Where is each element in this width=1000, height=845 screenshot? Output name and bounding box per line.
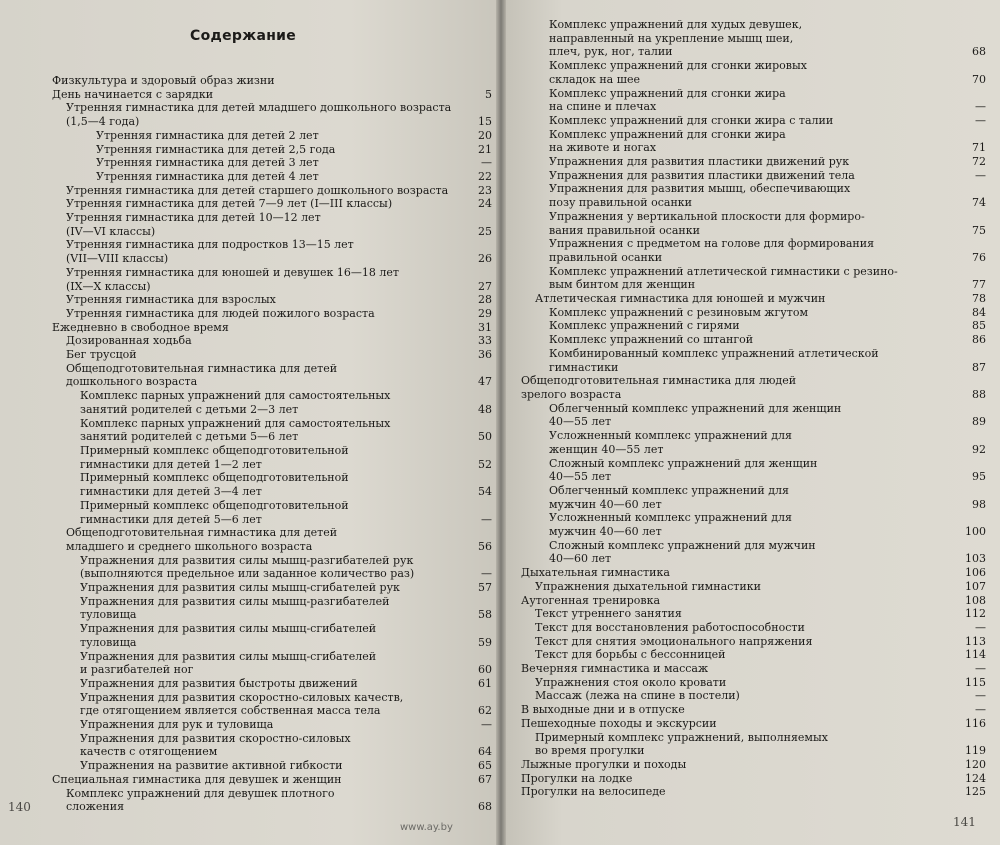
- toc-entry-page: —: [975, 689, 986, 703]
- toc-entry-page: 71: [972, 141, 986, 155]
- toc-entry: [503, 566, 1000, 580]
- toc-entry: [0, 417, 500, 444]
- toc-entry-title: Комплекс парных упражнений для самостоятельных занятий родителей с детьми 2—3 лет: [80, 389, 391, 416]
- toc-entry-title: Комплекс парных упражнений для самостоятельных занятий родителей с детьми 5—6 лет: [80, 416, 391, 444]
- toc-entry-page: 28: [478, 293, 492, 307]
- toc-entry: [0, 266, 500, 293]
- toc-entry-page: 24: [478, 197, 492, 211]
- toc-entry-title: Комплекс упражнений для сгонки жира с талии: [549, 113, 834, 127]
- toc-entry: [503, 607, 1000, 621]
- toc-entry-title: Аутогенная тренировка: [521, 593, 661, 607]
- toc-entry-page: 75: [972, 223, 986, 237]
- toc-entry-title: Примерный комплекс упражнений, выполняемых во время прогулки: [535, 730, 828, 758]
- toc-entry-page: 15: [478, 115, 492, 129]
- toc-entry-page: —: [975, 703, 986, 717]
- toc-entry-title: Текст для борьбы с бессонницей: [535, 648, 726, 662]
- toc-entry-title: Вечерняя гимнастика и массаж: [521, 662, 709, 676]
- toc-entry: [503, 594, 1000, 608]
- toc-entry-title: Сложный комплекс упражнений для женщин 40—55 лет: [549, 456, 818, 484]
- toc-entry-title: Утренняя гимнастика для детей 4 лет: [96, 169, 319, 183]
- toc-entry: [0, 197, 500, 211]
- toc-entry: [503, 772, 1000, 786]
- toc-entry: [503, 347, 1000, 374]
- toc-entry-page: —: [481, 512, 492, 526]
- toc-entry: [503, 210, 1000, 237]
- toc-entry-title: Общеподготовительная гимнастика для детей дошкольного возраста: [66, 361, 338, 389]
- toc-entry-page: 88: [972, 387, 986, 401]
- toc-entry: [503, 621, 1000, 635]
- toc-entry: [503, 182, 1000, 209]
- toc-entry: [0, 129, 500, 143]
- toc-entry-page: 85: [972, 319, 986, 333]
- toc-entry-page: 31: [478, 320, 492, 334]
- toc-entry-page: 54: [478, 485, 492, 499]
- toc-entry: [503, 265, 1000, 292]
- page-title: Содержание: [190, 28, 297, 44]
- toc-entry-title: Утренняя гимнастика для подростков 13—15 лет (VII—VIII классы): [66, 238, 354, 266]
- toc-entry-page: 98: [972, 497, 986, 511]
- toc-entry-page: 72: [972, 155, 986, 169]
- toc-entry: [503, 87, 1000, 114]
- toc-entry: [0, 156, 500, 170]
- toc-entry-page: 47: [478, 375, 492, 389]
- toc-entry-title: Специальная гимнастика для девушек и женщин: [52, 772, 342, 786]
- toc-entry-title: Примерный комплекс общеподготовительной гимнастики для детей 1—2 лет: [80, 443, 349, 471]
- watermark: www.ay.by: [400, 822, 453, 833]
- toc-entry-title: Лыжные прогулки и походы: [521, 757, 687, 771]
- toc-entry-title: Общеподготовительная гимнастика для людей зрелого возраста: [521, 374, 797, 401]
- toc-entry-page: 108: [965, 593, 986, 607]
- toc-entry-page: 59: [478, 635, 492, 649]
- toc-entry-title: Атлетическая гимнастика для юношей и мужчин: [535, 292, 826, 306]
- toc-entry-page: —: [975, 100, 986, 114]
- toc-entry-title: Комплекс упражнений для сгонки жира на животе и ногах: [549, 127, 786, 155]
- toc-entry-page: 22: [478, 169, 492, 183]
- toc-entry-page: 67: [478, 772, 492, 786]
- toc-entry-page: —: [975, 113, 986, 127]
- toc-entry: [0, 211, 500, 238]
- toc-entry: [503, 319, 1000, 333]
- toc-entry-page: —: [481, 718, 492, 732]
- toc-entry: [0, 74, 500, 88]
- toc-entry: [503, 333, 1000, 347]
- toc-entry-page: 61: [478, 676, 492, 690]
- toc-entry-title: Утренняя гимнастика для детей 10—12 лет (IV—VI классы): [66, 211, 321, 238]
- toc-entry: [0, 348, 500, 362]
- toc-entry-title: Упражнения для развития силы мышц-разгибателей рук (выполняются предельное или заданное количество раз): [80, 553, 415, 581]
- toc-entry-page: 100: [965, 525, 986, 539]
- toc-entry-page: 60: [478, 663, 492, 677]
- toc-entry-page: 89: [972, 415, 986, 429]
- right-page: [503, 0, 1000, 845]
- toc-entry-page: 5: [485, 87, 492, 101]
- toc-entry-title: Прогулки на велосипеде: [521, 785, 666, 799]
- toc-entry-page: 76: [972, 250, 986, 264]
- toc-entry-title: Упражнения на развитие активной гибкости: [80, 759, 343, 773]
- toc-entry-page: 106: [965, 566, 986, 580]
- toc-entry-page: 36: [478, 348, 492, 362]
- toc-entry-page: 74: [972, 196, 986, 210]
- toc-entry: [0, 581, 500, 595]
- toc-entry-title: Упражнения для развития силы мышц-разгибателей туловища: [80, 594, 390, 622]
- toc-entry: [503, 59, 1000, 86]
- toc-entry-title: Комплекс упражнений со штангой: [549, 333, 754, 347]
- toc-entry-page: 87: [972, 360, 986, 374]
- toc-entry-title: Облегченный комплекс упражнений для женщин 40—55 лет: [549, 401, 842, 429]
- toc-entry-title: Упражнения для развития пластики движений тела: [549, 168, 855, 182]
- toc-entry: [503, 635, 1000, 649]
- toc-entry-title: День начинается с зарядки: [52, 87, 214, 101]
- toc-entry-title: Упражнения для развития мышц, обеспечивающих позу правильной осанки: [549, 182, 851, 210]
- toc-entry-title: Примерный комплекс общеподготовительной гимнастики для детей 3—4 лет: [80, 471, 349, 499]
- toc-entry: [0, 718, 500, 732]
- toc-entry-page: —: [975, 662, 986, 676]
- toc-entry-page: 33: [478, 334, 492, 348]
- toc-entry: [503, 169, 1000, 183]
- toc-entry-page: —: [975, 620, 986, 634]
- toc-entry-title: Комплекс упражнений для худых девушек, направленный на укрепление мышц шеи, плеч, рук, ног, талии: [549, 18, 803, 59]
- toc-entry-page: 92: [972, 442, 986, 456]
- toc-entry-page: 23: [478, 183, 492, 197]
- toc-entry: [503, 717, 1000, 731]
- toc-entry-title: Дыхательная гимнастика: [521, 566, 670, 580]
- toc-entry: [0, 691, 500, 718]
- toc-entry: [0, 773, 500, 787]
- toc-entry: [503, 306, 1000, 320]
- toc-entry-title: В выходные дни и в отпуске: [521, 703, 685, 717]
- toc-entry-page: 21: [478, 142, 492, 156]
- toc-entry-title: Утренняя гимнастика для юношей и девушек 16—18 лет (IX—X классы): [66, 265, 399, 293]
- toc-entry-page: 57: [478, 581, 492, 595]
- toc-entry-title: Комбинированный комплекс упражнений атлетической гимнастики: [549, 346, 879, 374]
- toc-entry: [503, 155, 1000, 169]
- toc-entry-title: Сложный комплекс упражнений для мужчин 40—60 лет: [549, 538, 816, 566]
- toc-entry-title: Утренняя гимнастика для людей пожилого возраста: [66, 306, 375, 320]
- toc-entry: [503, 128, 1000, 155]
- toc-entry-title: Облегченный комплекс упражнений для мужчин 40—60 лет: [549, 483, 789, 511]
- toc-entry: [503, 703, 1000, 717]
- toc-entry-page: 29: [478, 306, 492, 320]
- toc-entry-page: 70: [972, 72, 986, 86]
- toc-entry-title: Пешеходные походы и экскурсии: [521, 716, 717, 730]
- toc-entry-page: 78: [972, 292, 986, 306]
- toc-entry-title: Упражнения для развития силы мышц-сгибателей туловища: [80, 622, 377, 649]
- right-toc-list: [503, 18, 1000, 799]
- toc-entry: [0, 238, 500, 265]
- toc-entry: [0, 321, 500, 335]
- toc-entry-page: 86: [972, 333, 986, 347]
- toc-entry: [503, 292, 1000, 306]
- toc-entry-title: Упражнения для рук и туловища: [80, 718, 274, 732]
- toc-entry: [0, 293, 500, 307]
- toc-entry-title: Бег трусцой: [66, 348, 137, 362]
- left-toc-list: [0, 74, 500, 814]
- toc-entry: [503, 511, 1000, 538]
- toc-entry: [503, 539, 1000, 566]
- toc-entry: [0, 595, 500, 622]
- toc-entry-title: Упражнения для развития силы мышц-сгибателей и разгибателей ног: [80, 649, 377, 677]
- toc-entry-page: —: [481, 156, 492, 170]
- toc-entry: [503, 429, 1000, 456]
- toc-entry-title: Утренняя гимнастика для детей 2,5 года: [96, 142, 336, 156]
- toc-entry-title: Комплекс упражнений для сгонки жировых складок на шее: [549, 59, 807, 86]
- toc-entry: [0, 759, 500, 773]
- toc-entry-title: Упражнения с предметом на голове для формирования правильной осанки: [549, 237, 875, 264]
- toc-entry: [0, 554, 500, 581]
- toc-entry-title: Дозированная ходьба: [66, 334, 192, 348]
- toc-entry-title: Упражнения дыхательной гимнастики: [535, 579, 761, 593]
- toc-entry: [503, 457, 1000, 484]
- toc-entry-page: 27: [478, 279, 492, 293]
- toc-entry: [0, 499, 500, 526]
- toc-entry-page: 103: [965, 552, 986, 566]
- toc-entry-page: 116: [965, 716, 986, 730]
- toc-entry-title: Утренняя гимнастика для детей 2 лет: [96, 128, 319, 142]
- toc-entry: [503, 484, 1000, 511]
- toc-entry: [503, 648, 1000, 662]
- toc-entry: [503, 237, 1000, 264]
- toc-entry-title: Комплекс упражнений для девушек плотного сложения: [66, 786, 335, 814]
- toc-entry-title: Упражнения для развития пластики движений рук: [549, 155, 850, 169]
- toc-entry: [503, 374, 1000, 401]
- toc-entry-title: Комплекс упражнений с резиновым жгутом: [549, 305, 809, 319]
- toc-entry-title: Усложненный комплекс упражнений для мужчин 40—60 лет: [549, 511, 792, 539]
- toc-entry-page: 119: [965, 744, 986, 758]
- toc-entry-title: Упражнения стоя около кровати: [535, 675, 727, 689]
- toc-entry-page: 77: [972, 278, 986, 292]
- toc-entry-title: Утренняя гимнастика для детей 7—9 лет (I—III классы): [66, 197, 393, 211]
- toc-entry-page: 64: [478, 745, 492, 759]
- toc-entry: [503, 731, 1000, 758]
- toc-entry: [0, 389, 500, 416]
- toc-entry: [0, 787, 500, 814]
- toc-entry: [0, 170, 500, 184]
- toc-entry: [0, 471, 500, 498]
- toc-entry-title: Физкультура и здоровый образ жизни: [52, 74, 275, 87]
- toc-entry-page: 68: [972, 45, 986, 59]
- toc-entry-title: Ежедневно в свободное время: [52, 320, 229, 334]
- toc-entry-page: 84: [972, 305, 986, 319]
- toc-entry-page: 124: [965, 771, 986, 785]
- toc-entry-title: Прогулки на лодке: [521, 771, 633, 785]
- toc-entry-page: 107: [965, 579, 986, 593]
- toc-entry-page: 50: [478, 430, 492, 444]
- toc-entry-title: Текст для восстановления работоспособности: [535, 620, 805, 634]
- toc-entry-title: Комплекс упражнений для сгонки жира на спине и плечах: [549, 86, 786, 114]
- toc-entry-page: 48: [478, 402, 492, 416]
- toc-entry-page: 95: [972, 470, 986, 484]
- toc-entry-title: Общеподготовительная гимнастика для детей младшего и среднего школьного возраста: [66, 526, 338, 553]
- toc-entry: [0, 307, 500, 321]
- toc-entry: [503, 689, 1000, 703]
- toc-entry: [0, 650, 500, 677]
- toc-entry-page: 25: [478, 224, 492, 238]
- toc-entry-page: 68: [478, 800, 492, 814]
- book-spine: [496, 0, 506, 845]
- toc-entry-title: Упражнения у вертикальной плоскости для формиро- вания правильной осанки: [549, 209, 865, 237]
- toc-entry: [503, 580, 1000, 594]
- toc-entry-title: Усложненный комплекс упражнений для женщин 40—55 лет: [549, 429, 792, 456]
- toc-entry-page: 58: [478, 608, 492, 622]
- toc-entry: [0, 88, 500, 102]
- toc-entry-title: Массаж (лежа на спине в постели): [535, 689, 740, 703]
- toc-entry: [503, 785, 1000, 799]
- right-page-number: 141: [953, 815, 976, 829]
- toc-entry: [0, 444, 500, 471]
- toc-entry: [503, 402, 1000, 429]
- toc-entry-title: Комплекс упражнений с гирями: [549, 319, 740, 333]
- toc-entry-title: Примерный комплекс общеподготовительной гимнастики для детей 5—6 лет: [80, 498, 349, 526]
- toc-entry-title: Утренняя гимнастика для детей старшего дошкольного возраста: [66, 183, 449, 197]
- toc-entry-page: 115: [965, 675, 986, 689]
- toc-entry-title: Текст утреннего занятия: [535, 607, 682, 621]
- toc-entry: [503, 18, 1000, 59]
- toc-entry-page: 112: [965, 607, 986, 621]
- left-page-number: 140: [8, 800, 31, 814]
- toc-entry-page: 20: [478, 128, 492, 142]
- toc-entry-title: Утренняя гимнастика для детей 3 лет: [96, 156, 319, 170]
- toc-entry: [0, 362, 500, 389]
- toc-entry-page: 26: [478, 252, 492, 266]
- toc-entry-title: Упражнения для развития быстроты движений: [80, 676, 358, 690]
- toc-entry-title: Упражнения для развития скоростно-силовых качеств с отягощением: [80, 731, 351, 759]
- toc-entry-page: 62: [478, 704, 492, 718]
- toc-entry-page: —: [975, 168, 986, 182]
- toc-entry: [0, 732, 500, 759]
- toc-entry-title: Упражнения для развития силы мышц-сгибателей рук: [80, 581, 400, 595]
- toc-entry-page: 56: [478, 539, 492, 553]
- toc-entry: [503, 662, 1000, 676]
- toc-entry-title: Утренняя гимнастика для детей младшего дошкольного возраста (1,5—4 года): [66, 101, 452, 129]
- toc-entry-page: —: [481, 567, 492, 581]
- toc-entry-title: Упражнения для развития скоростно-силовых качеств, где отягощением является собственная масса тела: [80, 690, 404, 718]
- toc-entry: [0, 526, 500, 553]
- toc-entry-page: 65: [478, 759, 492, 773]
- toc-entry: [0, 334, 500, 348]
- toc-entry-page: 120: [965, 757, 986, 771]
- toc-entry-page: 114: [965, 648, 986, 662]
- toc-entry: [503, 114, 1000, 128]
- toc-entry-page: 125: [965, 785, 986, 799]
- toc-entry-title: Утренняя гимнастика для взрослых: [66, 293, 276, 307]
- toc-entry-title: Комплекс упражнений атлетической гимнастики с резино- вым бинтом для женщин: [549, 264, 898, 292]
- toc-entry: [503, 676, 1000, 690]
- toc-entry: [0, 622, 500, 649]
- toc-entry: [0, 677, 500, 691]
- toc-entry: [503, 758, 1000, 772]
- toc-entry-page: 113: [965, 634, 986, 648]
- toc-entry: [0, 184, 500, 198]
- toc-entry-title: Текст для снятия эмоционального напряжения: [535, 634, 813, 648]
- toc-entry-page: 52: [478, 457, 492, 471]
- toc-entry: [0, 143, 500, 157]
- toc-entry: [0, 101, 500, 128]
